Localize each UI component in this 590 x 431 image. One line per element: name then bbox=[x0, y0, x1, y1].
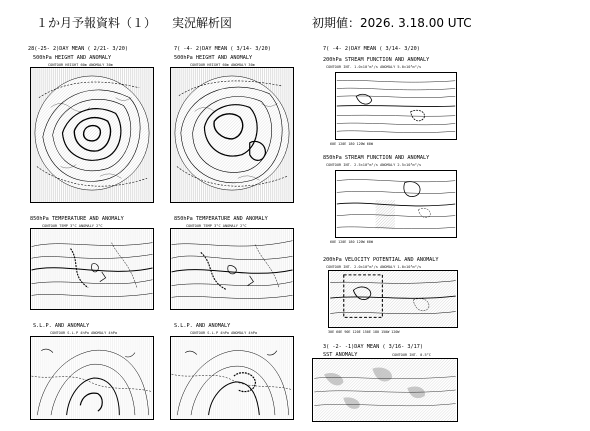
p8-map-slp-28day bbox=[30, 336, 154, 420]
p4-lon-ticks: 60E 120E 180 120W 60W bbox=[330, 240, 373, 244]
p8-field: S.L.P. AND ANOMALY bbox=[33, 323, 90, 329]
p5-contour: CONTOUR TEMP 3°C ANOMALY 2°C bbox=[42, 224, 103, 228]
p1-contour: CONTOUR HEIGHT 60m ANOMALY 30m bbox=[48, 63, 113, 67]
p1-polar-map bbox=[31, 68, 153, 202]
p9-map-slp-7day bbox=[170, 336, 294, 420]
p10-sst-map bbox=[313, 359, 457, 421]
p10-contour: CONTOUR INT. 0.5°C bbox=[392, 353, 431, 357]
p2-field: 500hPa HEIGHT AND ANOMALY bbox=[174, 55, 253, 61]
p7-field: 200hPa VELOCITY POTENTIAL AND ANOMALY bbox=[323, 257, 439, 263]
p9-contour: CONTOUR S.L.P 4hPa ANOMALY 4hPa bbox=[190, 331, 258, 335]
p3-contour: CONTOUR INT. 1.0×10⁷m²/s ANOMALY 5.0×10⁶m²/s bbox=[326, 65, 422, 69]
p4-contour: CONTOUR INT. 2.5×10⁶m²/s ANOMALY 2.5×10⁶m²/s bbox=[326, 163, 422, 167]
p3-lon-ticks: 60E 120E 180 120W 60W bbox=[330, 142, 373, 146]
p1-period: 28(-25- 2)DAY MEAN ( 2/21- 3/20) bbox=[28, 46, 128, 52]
p6-contour: CONTOUR TEMP 3°C ANOMALY 2°C bbox=[186, 224, 247, 228]
p7-map-200hpa-velocity-potential bbox=[328, 270, 458, 328]
p8-slp-map bbox=[31, 337, 153, 419]
p4-field: 850hPa STREAM FUNCTION AND ANOMALY bbox=[323, 155, 430, 161]
page-subtitle: 実況解析図 bbox=[172, 16, 233, 30]
p7-lon-ticks: 30E 60E 90E 120E 150E 180 150W 120W bbox=[328, 330, 400, 334]
p2-period: 7( -4- 2)DAY MEAN ( 3/14- 3/20) bbox=[174, 46, 271, 52]
p1-map-500hpa-height-28day bbox=[30, 67, 154, 203]
p2-polar-map bbox=[171, 68, 293, 202]
p10-period: 3( -2- -1)DAY MEAN ( 3/16- 3/17) bbox=[323, 344, 423, 350]
p1-field: 500hPa HEIGHT AND ANOMALY bbox=[33, 55, 112, 61]
p6-field: 850hPa TEMPERATURE AND ANOMALY bbox=[174, 216, 268, 222]
p10-map-sst-anomaly bbox=[312, 358, 458, 422]
p4-stream-map bbox=[336, 171, 456, 237]
p6-map-850hpa-temp-7day bbox=[170, 228, 294, 310]
p5-temp-map bbox=[31, 229, 153, 309]
p3-map-200hpa-stream bbox=[335, 72, 457, 140]
p6-temp-map bbox=[171, 229, 293, 309]
p5-map-850hpa-temp-28day bbox=[30, 228, 154, 310]
p10-field: SST ANOMALY bbox=[323, 352, 358, 358]
p9-field: S.L.P. AND ANOMALY bbox=[174, 323, 231, 329]
init-time: 初期値：2026. 3.18.00 UTC bbox=[312, 16, 472, 30]
p7-vp-map bbox=[329, 271, 457, 327]
p4-map-850hpa-stream bbox=[335, 170, 457, 238]
p2-map-500hpa-height-7day bbox=[170, 67, 294, 203]
p3-period: 7( -4- 2)DAY MEAN ( 3/14- 3/20) bbox=[323, 46, 420, 52]
p3-stream-map bbox=[336, 73, 456, 139]
p8-contour: CONTOUR S.L.P 4hPa ANOMALY 4hPa bbox=[50, 331, 118, 335]
p9-slp-map bbox=[171, 337, 293, 419]
p3-field: 200hPa STREAM FUNCTION AND ANOMALY bbox=[323, 57, 430, 63]
p2-contour: CONTOUR HEIGHT 60m ANOMALY 30m bbox=[190, 63, 255, 67]
page-title: １か月予報資料（１） bbox=[36, 16, 157, 30]
p5-field: 850hPa TEMPERATURE AND ANOMALY bbox=[30, 216, 124, 222]
p7-contour: CONTOUR INT. 2.0×10⁶m²/s ANOMALY 1.0×10⁶m²/s bbox=[326, 265, 422, 269]
